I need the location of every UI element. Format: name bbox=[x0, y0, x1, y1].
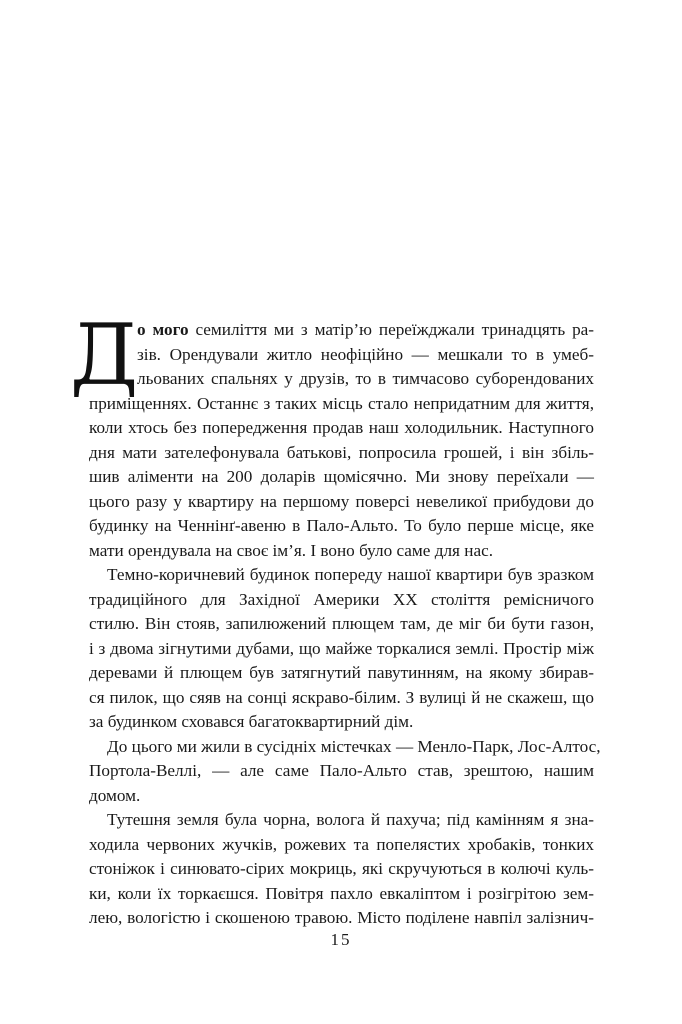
text-line: ся пилок, що сяяв на сонці яскраво-білим. З вулиці й не скажеш, що bbox=[89, 687, 594, 707]
text-line: ходила червоних жучків, рожевих та попелястих хробаків, тонких bbox=[89, 834, 594, 854]
text-line: До цього ми жили в сусідніх містечках — Менло-Парк, Лос-Алтос, bbox=[107, 736, 601, 756]
line-text: семиліття ми з матір’ю переїжджали тринадцять ра- bbox=[188, 320, 595, 339]
drop-cap: Д bbox=[70, 306, 139, 404]
text-line: будинку на Ченнінґ-авеню в Пало-Альто. То було перше місце, яке bbox=[89, 516, 594, 535]
text-line: і з двома зігнутими дубами, що майже торкалися землі. Простір між bbox=[89, 638, 594, 658]
text-line: льованих спальнях у друзів, то в тимчасово суборендованих bbox=[137, 369, 594, 388]
text-line: коли хтось без попередження продав наш холодильник. Наступного bbox=[89, 418, 594, 437]
text-line: Тутешня земля була чорна, волога й пахуча; під камінням я зна- bbox=[107, 810, 594, 829]
text-line: приміщеннях. Останнє з таких місць стало непридатним для життя, bbox=[89, 393, 594, 413]
text-line: Темно-коричневий будинок попереду нашої квартири був зразком bbox=[107, 565, 594, 584]
text-line: мати орендувала на своє ім’я. І воно було саме для нас. bbox=[89, 540, 494, 560]
lead-in: о мого bbox=[137, 320, 189, 339]
text-line: зів. Орендували житло неофіційно — мешкали то в умеб- bbox=[137, 344, 594, 364]
text-line: деревами й плющем був затягнутий павутинням, на якому збирав- bbox=[89, 663, 594, 682]
text-line: Портола-Веллі, — але саме Пало-Альто став, зрештою, нашим bbox=[89, 761, 594, 780]
text-line: ки, коли їх торкаєшся. Повітря пахло евкаліптом і розігрітою зем- bbox=[89, 883, 594, 903]
text-line: традиційного для Західної Америки XX століття ремісничого bbox=[89, 589, 594, 609]
text-line bbox=[89, 318, 594, 343]
text-line: шив аліменти на 200 доларів щомісячно. Ми знову переїхали — bbox=[89, 467, 594, 486]
body-text bbox=[89, 318, 601, 931]
text-line: за будинком сховався багатоквартирний дім. bbox=[89, 712, 414, 731]
text-line: стоніжок і синювато-сірих мокриць, які скручуються в колючі куль- bbox=[89, 859, 594, 878]
text-line: лею, вологістю і скошеною травою. Місто поділене навпіл залізнич- bbox=[89, 908, 594, 927]
text-line: стилю. Він стояв, запилюжений плющем там, де міг би бути газон, bbox=[89, 614, 594, 633]
page-number: 15 bbox=[330, 930, 352, 949]
text-line: дня мати зателефонувала батькові, попросила грошей, і він збіль- bbox=[89, 442, 594, 462]
text-line: домом. bbox=[89, 785, 141, 805]
text-line: цього разу у квартиру на першому поверсі невеликої прибудови до bbox=[89, 491, 594, 511]
